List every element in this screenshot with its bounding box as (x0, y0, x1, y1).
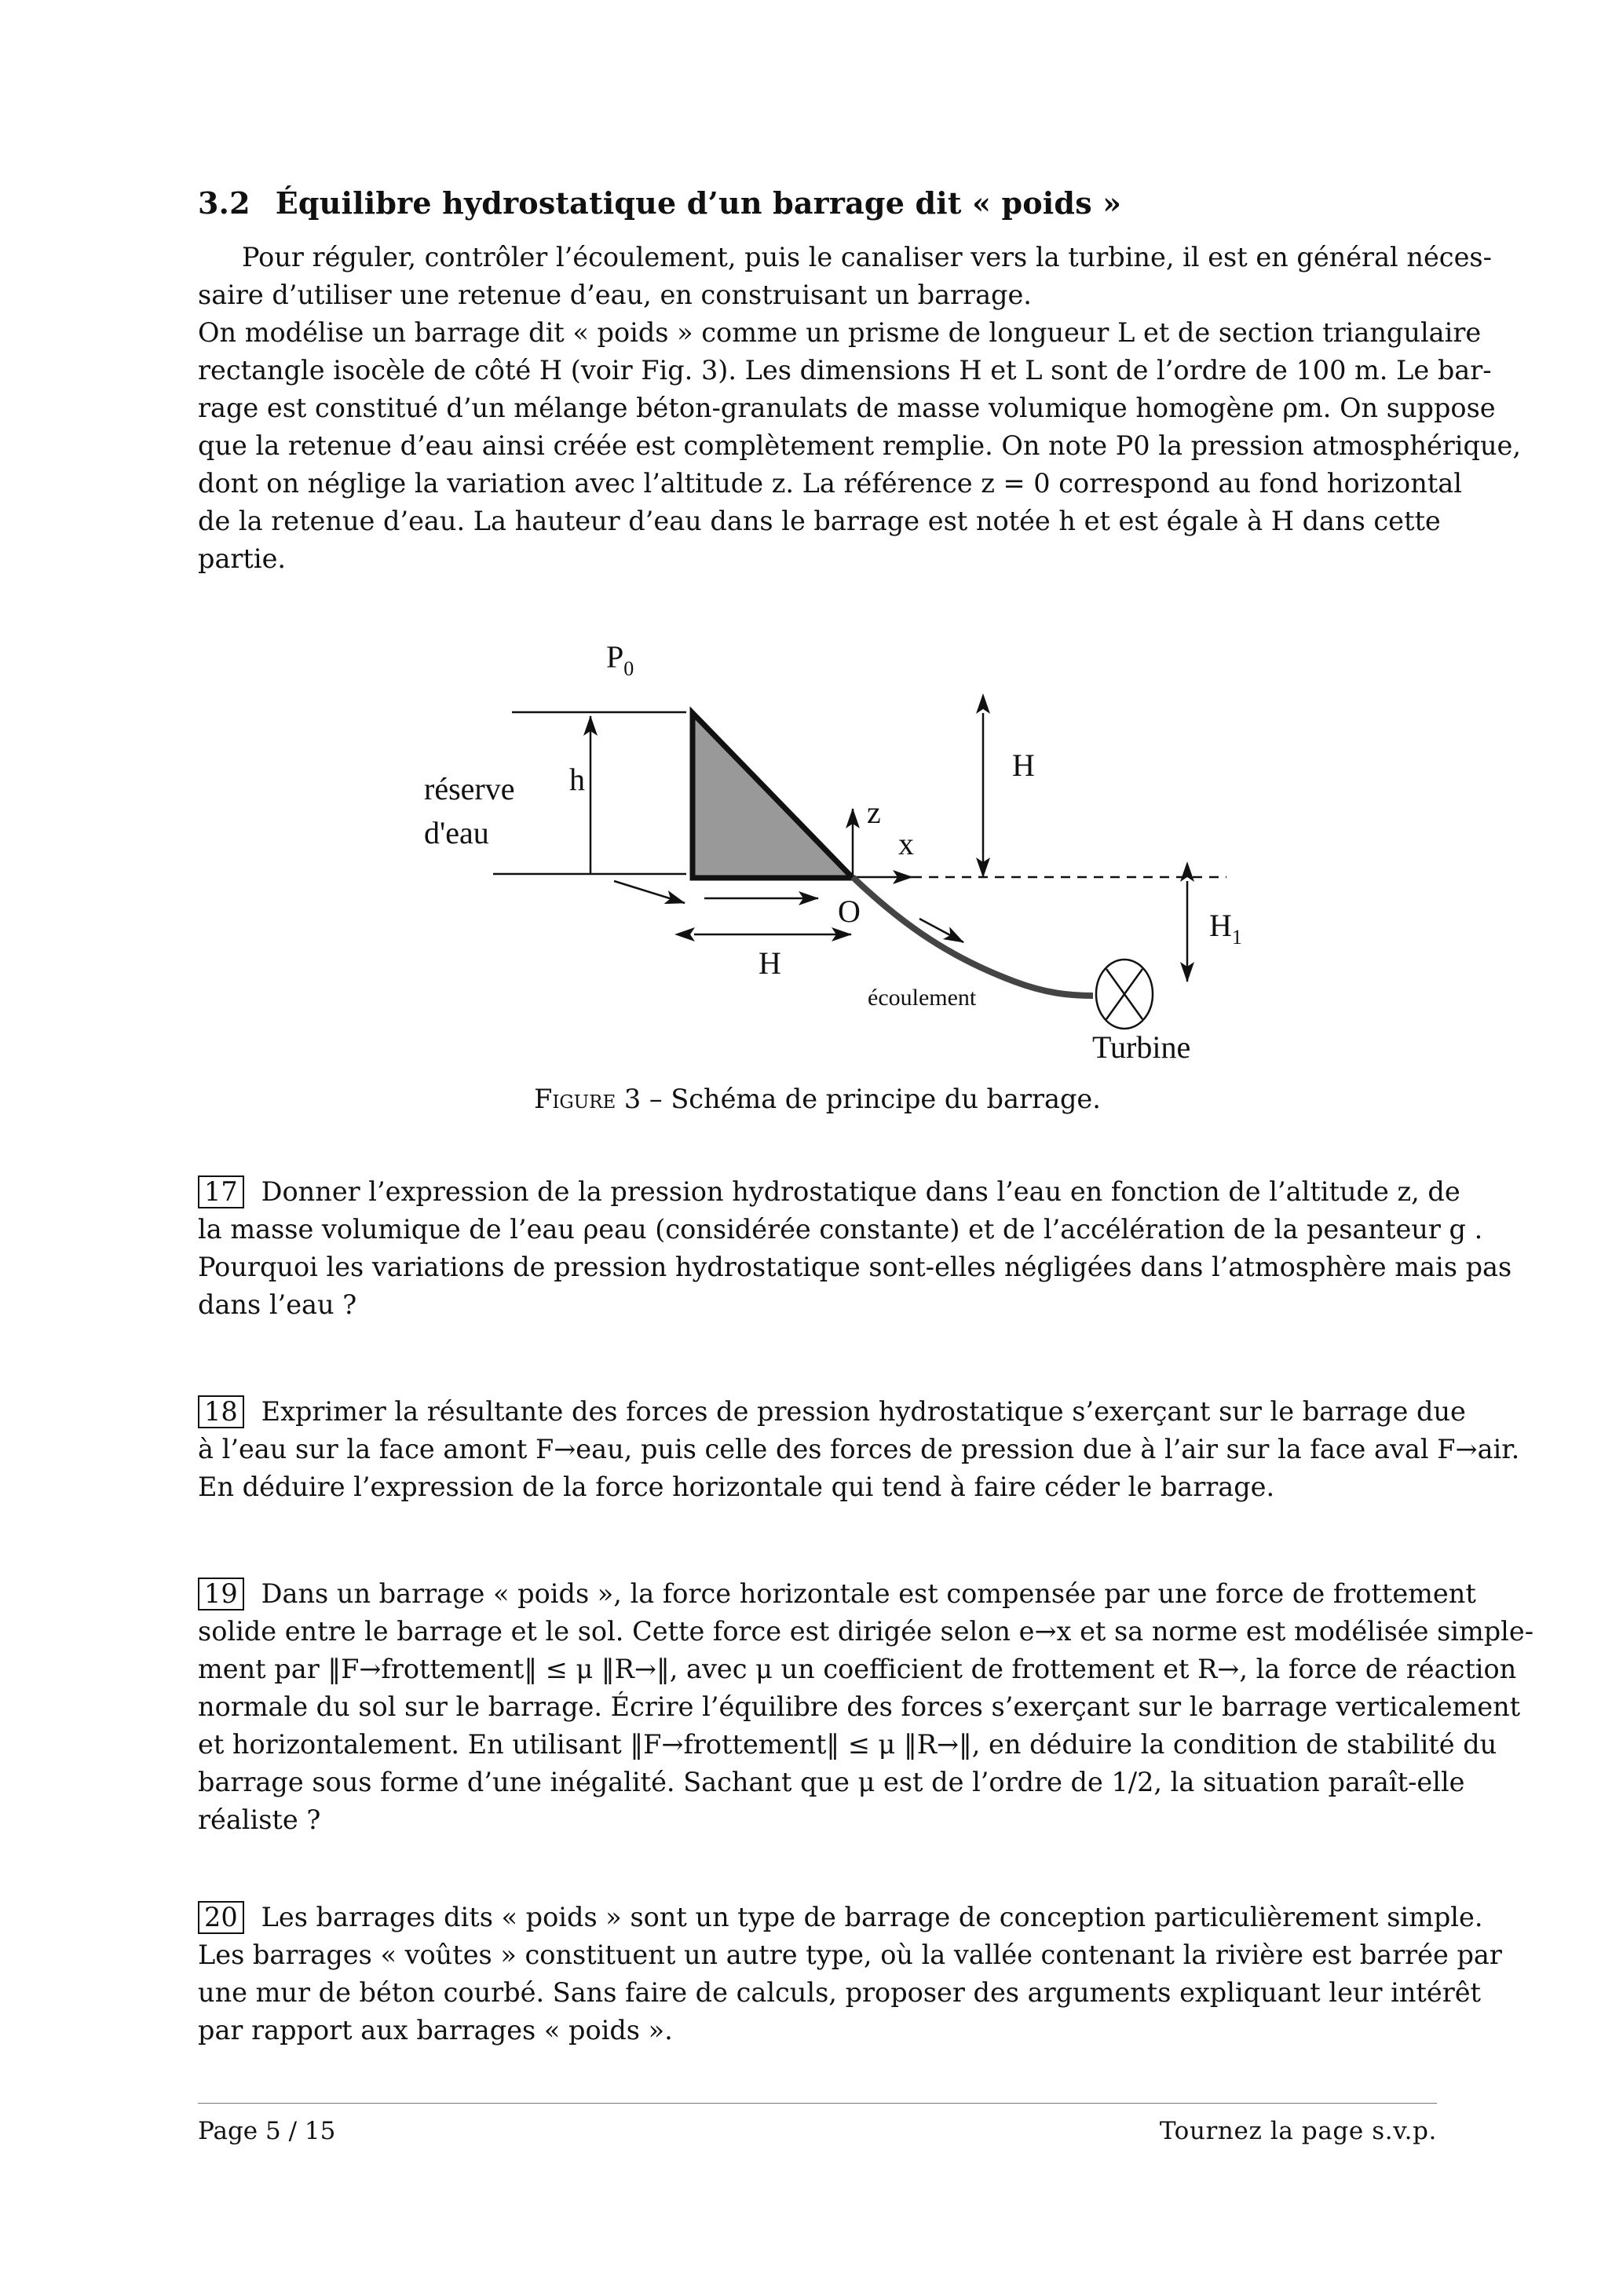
question-20 (198, 1899, 1502, 2049)
h-label: h (569, 762, 585, 797)
question-line: normale du sol sur le barrage. Écrire l’équilibre des forces s’exerçant sur le barrage verticalement (198, 1691, 1521, 1722)
dam-body (693, 713, 853, 878)
question-line: solide entre le barrage et le sol. Cette force est dirigée selon e→x et sa norme est modélisée simple- (198, 1616, 1534, 1647)
section-title: Équilibre hydrostatique d’un barrage dit « poids » (275, 185, 1122, 221)
question-text: Les barrages dits « poids » sont un type de barrage de conception particulièrement simple. (261, 1902, 1483, 1932)
intro-line: On modélise un barrage dit « poids » comme un prisme de longueur L et de section triangulaire (198, 317, 1482, 348)
question-text: Exprimer la résultante des forces de pression hydrostatique s’exerçant sur le barrage due (261, 1396, 1466, 1427)
x-axis-label: x (898, 826, 914, 861)
question-text: Dans un barrage « poids », la force horizontale est compensée par une force de frottement (261, 1578, 1476, 1609)
intro-line: rectangle isocèle de côté H (voir Fig. 3). Les dimensions H et L sont de l’ordre de 100 m. Le bar- (198, 355, 1492, 386)
z-axis-label: z (867, 795, 881, 830)
intro-line: partie. (198, 543, 287, 574)
question-line (198, 1173, 1460, 1211)
question-line (198, 1575, 1476, 1613)
question-line (198, 1899, 1483, 1936)
question-line: une mur de béton courbé. Sans faire de calculs, proposer des arguments expliquant leur intérêt (198, 1977, 1482, 2008)
turbine-icon (1096, 960, 1153, 1029)
turn-page-note: Tournez la page s.v.p. (1159, 2117, 1437, 2145)
footer-divider (198, 2103, 1437, 2104)
dam-diagram (198, 620, 1437, 1060)
intro-line: de la retenue d’eau. La hauteur d’eau dans le barrage est notée h et est égale à H dans cette (198, 506, 1441, 536)
question-line: barrage sous forme d’une inégalité. Sachant que μ est de l’ordre de 1/2, la situation paraît-elle (198, 1767, 1465, 1797)
figure-caption-prefix: Figure 3 (534, 1084, 642, 1114)
question-line: En déduire l’expression de la force horizontale qui tend à faire céder le barrage. (198, 1472, 1275, 1502)
question-19 (198, 1575, 1534, 1839)
page-number: Page 5 / 15 (198, 2117, 336, 2145)
intro-line: dont on néglige la variation avec l’altitude z. La référence z = 0 correspond au fond horizontal (198, 468, 1462, 499)
question-line: réaliste ? (198, 1804, 321, 1835)
inflow-arrow (614, 881, 685, 903)
ecoulement-label: écoulement (868, 985, 977, 1011)
question-line: et horizontalement. En utilisant ‖F→frottement‖ ≤ μ ‖R→‖, en déduire la condition de stabilité du (198, 1729, 1497, 1760)
h1-label: $H_1$ (1209, 908, 1242, 949)
section-number: 3.2 (198, 185, 250, 221)
question-number: 17 (198, 1175, 244, 1208)
figure-caption-text: Schéma de principe du barrage. (671, 1084, 1101, 1114)
question-line (198, 1393, 1466, 1431)
h-base-label: H (758, 945, 781, 981)
reserve-label-line2: d'eau (424, 815, 489, 850)
h-right-label: H (1012, 748, 1035, 783)
dam-diagram-svg (198, 620, 1437, 1060)
intro-line: rage est constitué d’un mélange béton-granulats de masse volumique homogène ρm. On suppose (198, 393, 1496, 423)
question-number: 20 (198, 1901, 244, 1934)
question-line: dans l’eau ? (198, 1289, 357, 1320)
intro-line: saire d’utiliser une retenue d’eau, en construisant un barrage. (198, 280, 1032, 310)
p0-label: $P_0$ (606, 639, 634, 680)
origin-label: O (838, 894, 861, 929)
question-number: 19 (198, 1578, 244, 1610)
question-line: par rapport aux barrages « poids ». (198, 2015, 673, 2046)
question-line: la masse volumique de l’eau ρeau (considérée constante) et de l’accélération de la pesanteur g . (198, 1214, 1483, 1245)
question-text: Donner l’expression de la pression hydrostatique dans l’eau en fonction de l’altitude z, de (261, 1176, 1460, 1207)
intro-paragraph (198, 239, 1521, 578)
question-17 (198, 1173, 1512, 1324)
question-number: 18 (198, 1395, 244, 1428)
question-18 (198, 1393, 1520, 1506)
intro-line: Pour réguler, contrôler l’écoulement, puis le canaliser vers la turbine, il est en général néces- (242, 242, 1492, 272)
figure-caption (198, 1084, 1437, 1114)
section-heading (198, 185, 1121, 221)
question-line: Les barrages « voûtes » constituent un autre type, où la vallée contenant la rivière est barrée par (198, 1940, 1502, 1970)
figure-caption-sep: – (641, 1084, 671, 1114)
turbine-label: Turbine (1092, 1029, 1191, 1060)
question-line: ment par ‖F→frottement‖ ≤ μ ‖R→‖, avec μ un coefficient de frottement et R→, la force de réaction (198, 1654, 1517, 1684)
question-line: Pourquoi les variations de pression hydrostatique sont-elles négligées dans l’atmosphère mais pas (198, 1252, 1512, 1282)
question-line: à l’eau sur la face amont F→eau, puis celle des forces de pression due à l’air sur la face aval F→air. (198, 1434, 1520, 1464)
flow-pipe (853, 877, 1093, 996)
reserve-label-line1: réserve (424, 771, 515, 806)
intro-line: que la retenue d’eau ainsi créée est complètement remplie. On note P0 la pression atmosphérique, (198, 430, 1521, 461)
